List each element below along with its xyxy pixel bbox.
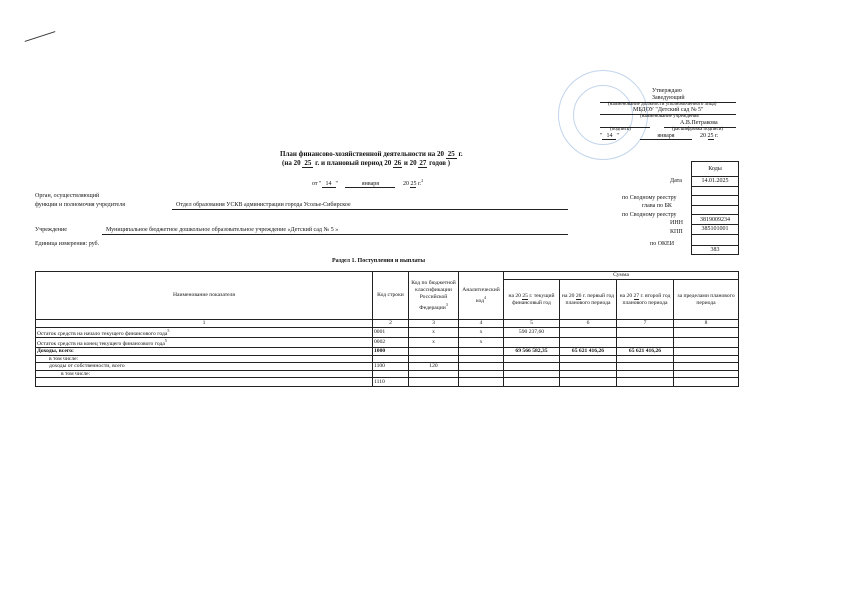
col-analytic-header: Аналитический код$^4$ — [459, 272, 504, 320]
approval-year: 25 — [707, 133, 714, 139]
codes-table — [691, 161, 739, 255]
row-analytic — [459, 370, 504, 378]
row-sum-beyond — [674, 378, 739, 387]
code-okei: 383 — [692, 245, 739, 255]
approval-day: 14 — [602, 133, 616, 140]
row-analytic — [459, 355, 504, 363]
row-code: 1110 — [373, 378, 409, 387]
code-date: 14.01.2025 — [692, 177, 739, 187]
row-name: доходы от собственности, всего — [36, 363, 373, 371]
institution-label: Учреждение — [35, 227, 67, 233]
row-sum-year1: 590 237,60 — [504, 327, 560, 337]
row-sum-year2: 65 621 416,26 — [560, 348, 617, 356]
row-sum-year3 — [617, 378, 674, 387]
row-kbk — [409, 378, 459, 387]
approval-sign-caption: (подпись) — [610, 127, 631, 132]
approval-position: Заведующий — [652, 95, 685, 101]
codes-header: Коды — [692, 162, 739, 177]
finance-table — [35, 271, 739, 387]
row-name: Остаток средств на конец текущего финансового года$^5$ — [36, 337, 373, 347]
row-sum-year2 — [560, 370, 617, 378]
section-title: Раздел 1. Поступления и выплаты — [332, 258, 426, 264]
table-row — [36, 355, 739, 363]
col-num: 7 — [617, 320, 674, 328]
row-sum-year2 — [560, 355, 617, 363]
col-year2-header: на 20 26 г. первый год планового периода — [560, 280, 617, 320]
row-kbk: 120 — [409, 363, 459, 371]
row-sum-beyond — [674, 370, 739, 378]
institution-value: Муниципальное бюджетное дошкольное образовательное учреждение «Детский сад № 5 » — [106, 227, 339, 233]
col-name-header: Наименование показателя — [36, 272, 373, 320]
approval-org: МБДОУ "Детский сад № 5" — [633, 107, 704, 113]
row-kbk — [409, 370, 459, 378]
row-kbk: х — [409, 337, 459, 347]
row-sum-year2 — [560, 378, 617, 387]
row-name: в том числе: — [36, 370, 373, 378]
kpp-label: КПП — [670, 229, 683, 235]
code-kpp: 385101001 — [692, 224, 739, 234]
row-code — [373, 355, 409, 363]
col-kbk-header: Код по бюджетной классификации Российской Федерации$^3$ — [409, 272, 459, 320]
row-sum-year3: 65 621 416,26 — [617, 348, 674, 356]
row-sum-year1 — [504, 337, 560, 347]
row-sum-beyond — [674, 327, 739, 337]
okei-label: по ОКЕИ — [650, 241, 675, 247]
row-name — [36, 378, 373, 387]
row-sum-year1 — [504, 378, 560, 387]
code-inn: 3819009234 — [692, 215, 739, 225]
col-num: 6 — [560, 320, 617, 328]
approval-position-caption: (наименование должности уполномоченного лица) — [608, 102, 717, 107]
row-sum-year3 — [617, 337, 674, 347]
row-kbk: х — [409, 327, 459, 337]
row-sum-year2 — [560, 363, 617, 371]
approval-decode-caption: (расшифровка подписи) — [672, 127, 724, 132]
row-code — [373, 370, 409, 378]
row-sum-beyond — [674, 337, 739, 347]
plan-date: от " 14 " января 20 25 г.$^2$ — [312, 178, 424, 187]
col-num: 2 — [373, 320, 409, 328]
row-analytic: х — [459, 337, 504, 347]
page-title: План финансово-хозяйственной деятельности на 20 25 г. — [280, 150, 463, 158]
inn-label: ИНН — [670, 220, 683, 226]
col-sum-header: Сумма — [504, 272, 739, 280]
row-sum-year3 — [617, 363, 674, 371]
organ-value: Отдел образования УСКВ администрации города Усолье-Сибирское — [176, 202, 351, 208]
row-kbk — [409, 355, 459, 363]
row-analytic: х — [459, 327, 504, 337]
table-row — [36, 327, 739, 337]
row-name: в том числе: — [36, 355, 373, 363]
approval-org-caption: (наименование учреждения — [640, 114, 699, 119]
page-subtitle: (на 20 25 г. и плановый период 20 26 и 20 27 годов ) — [282, 159, 451, 167]
row-analytic — [459, 348, 504, 356]
row-code: 1000 — [373, 348, 409, 356]
glava-label: глава по БК — [642, 203, 672, 209]
approval-year-prefix: 20 — [700, 133, 706, 139]
col-num: 8 — [674, 320, 739, 328]
approval-year-suffix: г. — [715, 133, 719, 139]
table-row — [36, 378, 739, 387]
svod2-label: по Сводному реестру — [622, 212, 677, 218]
table-row — [36, 337, 739, 347]
approval-title: Утверждаю — [652, 88, 682, 94]
row-code: 0001 — [373, 327, 409, 337]
svod1-label: по Сводному реестру — [622, 195, 677, 201]
row-sum-year3 — [617, 355, 674, 363]
approval-signer: А.В.Петракова — [680, 120, 718, 126]
row-name: Доходы, всего: — [36, 348, 373, 356]
col-code-header: Код строки — [373, 272, 409, 320]
col-num: 1 — [36, 320, 373, 328]
organ-label-1: Орган, осуществляющий — [35, 193, 100, 199]
row-analytic — [459, 378, 504, 387]
table-row — [36, 370, 739, 378]
row-sum-year3 — [617, 370, 674, 378]
organ-label-2: функции и полномочия учредителя — [35, 202, 125, 208]
col-year1-header: на 20 25 г. текущий финансовый год — [504, 280, 560, 320]
row-code: 0002 — [373, 337, 409, 347]
row-sum-year2 — [560, 337, 617, 347]
table-row — [36, 363, 739, 371]
row-sum-year1 — [504, 355, 560, 363]
date-label: Дата — [670, 178, 682, 184]
col-year3-header: на 20 27 г. второй год планового периода — [617, 280, 674, 320]
table-row — [36, 348, 739, 356]
col-num: 3 — [409, 320, 459, 328]
unit-label: Единица измерения: руб. — [35, 241, 100, 247]
col-num: 5 — [504, 320, 560, 328]
row-sum-year1 — [504, 370, 560, 378]
row-analytic — [459, 363, 504, 371]
row-sum-year2 — [560, 327, 617, 337]
row-kbk — [409, 348, 459, 356]
row-sum-year1 — [504, 363, 560, 371]
row-sum-beyond — [674, 363, 739, 371]
col-num: 4 — [459, 320, 504, 328]
row-code: 1100 — [373, 363, 409, 371]
row-name: Остаток средств на начало текущего финансового года$^5$ — [36, 327, 373, 337]
pen-mark — [25, 31, 56, 42]
approval-month: января — [640, 133, 692, 140]
col-beyond-header: за пределами планового периода — [674, 280, 739, 320]
row-sum-beyond — [674, 348, 739, 356]
row-sum-year3 — [617, 327, 674, 337]
row-sum-year1: 69 566 582,35 — [504, 348, 560, 356]
row-sum-beyond — [674, 355, 739, 363]
